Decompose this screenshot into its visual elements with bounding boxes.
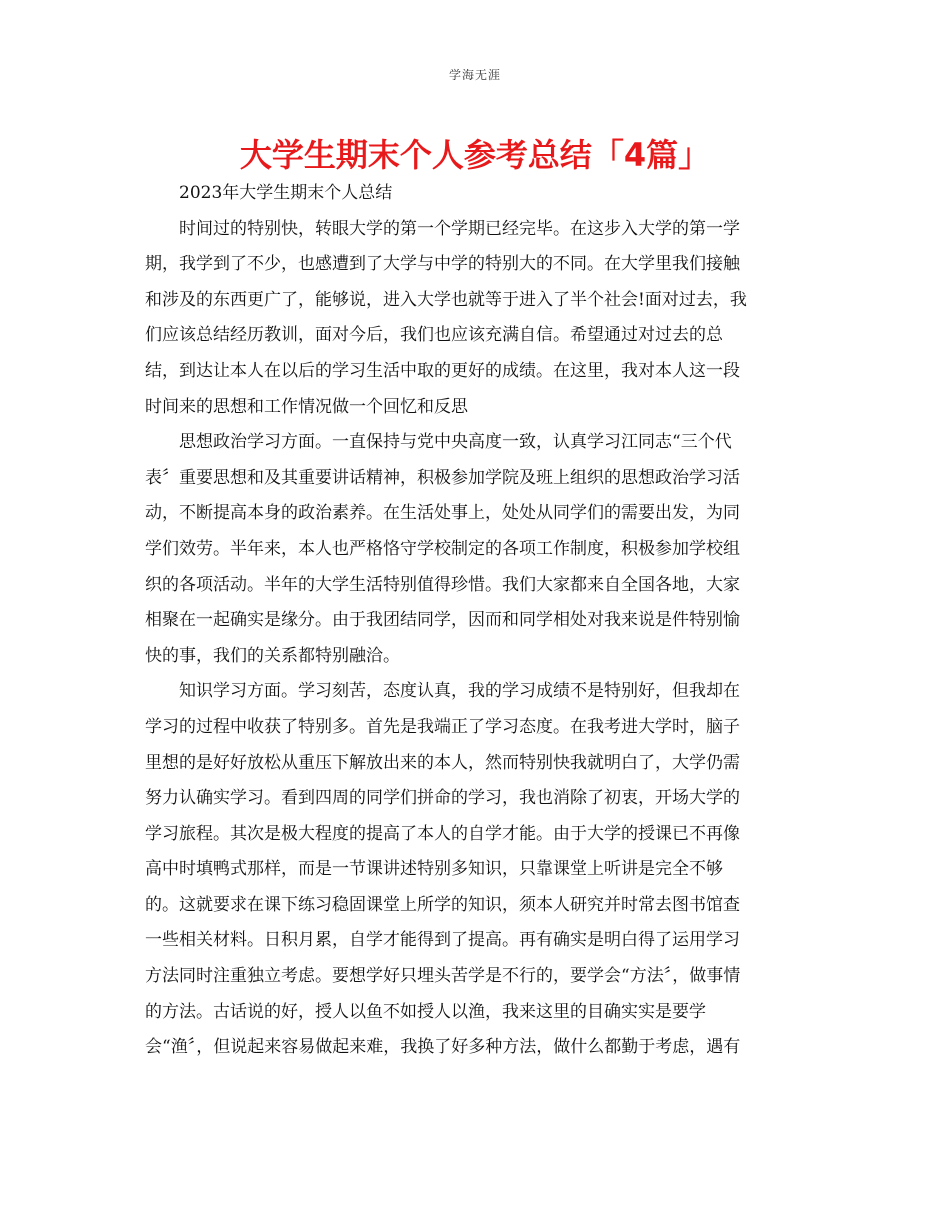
text-line: 的。这就要求在课下练习稳固课堂上所学的知识，须本人研究并时常去图书馆查 <box>145 894 740 915</box>
document-title: 大学生期末个人参考总结「4篇」 <box>239 136 711 174</box>
text-line: 期，我学到了不少，也感遭到了大学与中学的特别大的不同。在大学里我们接触 <box>145 254 740 275</box>
text-line: 织的各项活动。半年的大学生活特别值得珍惜。我们大家都来自全国各地，大家 <box>145 574 740 595</box>
text-line: 方法同时注重独立考虑。要想学好只埋头苦学是不行的，要学会“方法〞，做事情 <box>145 966 741 987</box>
text-line: 努力认确实学习。看到四周的同学们拼命的学习，我也消除了初衷，开场大学的 <box>145 788 740 809</box>
text-line: 们应该总结经历教训，面对今后，我们也应该充满自信。希望通过对过去的总 <box>145 325 723 346</box>
text-line: 时间过的特别快，转眼大学的第一个学期已经完毕。在这步入大学的第一学 <box>179 218 740 239</box>
text-line: 知识学习方面。学习刻苦，态度认真，我的学习成绩不是特别好，但我却在 <box>179 681 740 702</box>
text-line: 里想的是好好放松从重压下解放出来的本人，然而特别快我就明白了，大学仍需 <box>145 752 740 773</box>
text-line: 学们效劳。半年来，本人也严格恪守学校制定的各项工作制度，积极参加学校组 <box>145 538 740 559</box>
text-line: 时间来的思想和工作情况做一个回忆和反思 <box>145 396 468 417</box>
text-line: 结，到达让本人在以后的学习生活中取的更好的成绩。在这里，我对本人这一段 <box>145 360 740 381</box>
text-line: 相聚在一起确实是缘分。由于我团结同学，因而和同学相处对我来说是件特别愉 <box>145 610 740 631</box>
text-line: 学习的过程中收获了特别多。首先是我端正了学习态度。在我考进大学时，脑子 <box>145 716 740 737</box>
text-line: 表〞重要思想和及其重要讲话精神，积极参加学院及班上组织的思想政治学习活 <box>145 467 740 488</box>
text-line: 和涉及的东西更广了，能够说，进入大学也就等于进入了半个社会!面对过去，我 <box>145 289 747 310</box>
text-line: 一些相关材料。日积月累，自学才能得到了提高。再有确实是明白得了运用学习 <box>145 930 740 951</box>
text-line: 2023年大学生期末个人总结 <box>179 183 393 203</box>
text-line: 的方法。古话说的好，授人以鱼不如授人以渔，我来这里的目确实实是要学 <box>145 1001 706 1022</box>
text-line: 思想政治学习方面。一直保持与党中央高度一致，认真学习江同志“三个代 <box>179 432 732 453</box>
text-line: 快的事，我们的关系都特别融洽。 <box>145 645 400 666</box>
page-header: 学海无涯 <box>448 68 501 82</box>
text-line: 高中时填鸭式那样，而是一节课讲述特别多知识，只靠课堂上听讲是完全不够 <box>145 859 723 880</box>
text-line: 学习旅程。其次是极大程度的提高了本人的自学才能。由于大学的授课已不再像 <box>145 823 740 844</box>
text-line: 动，不断提高本身的政治素养。在生活处事上，处处从同学们的需要出发，为同 <box>145 503 740 524</box>
text-line: 会“渔〞，但说起来容易做起来难，我换了好多种方法，做什么都勤于考虑，遇有 <box>145 1037 741 1058</box>
document-body <box>145 176 807 1066</box>
